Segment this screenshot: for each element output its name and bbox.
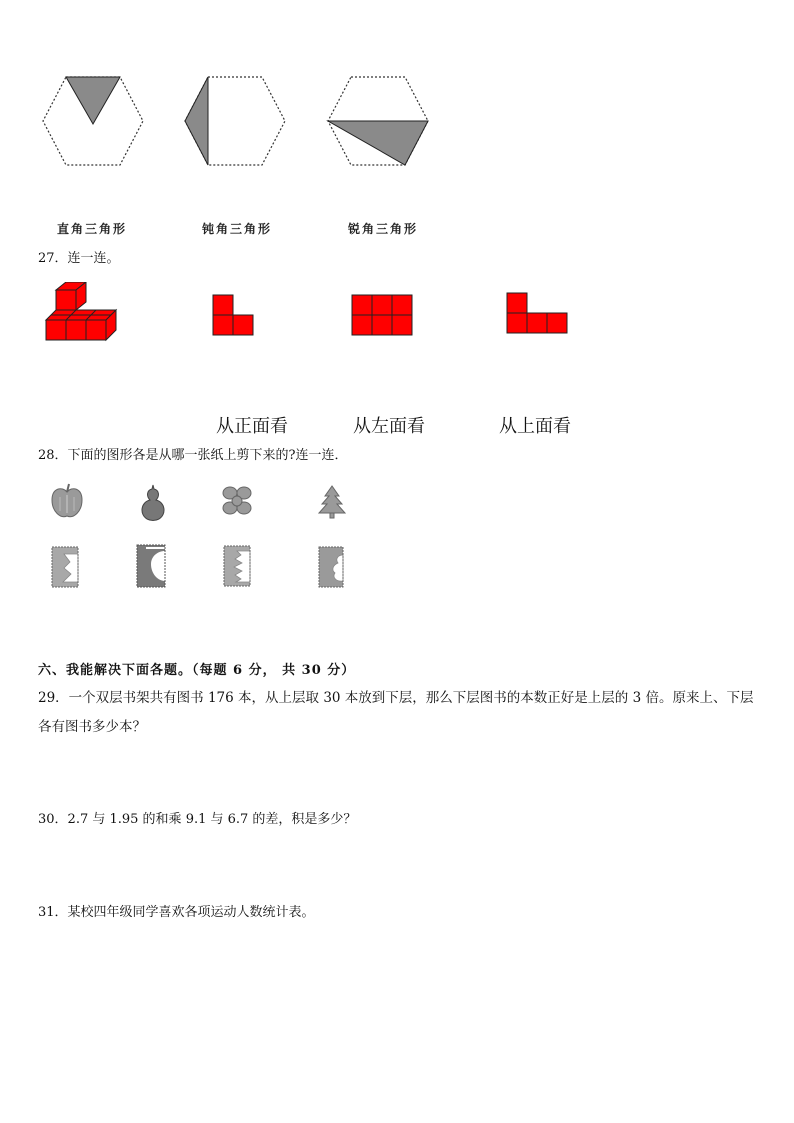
question-29-line-1: 29．一个双层书架共有图书 176 本，从上层取 30 本放到下层，那么下层图书的本数正好是上层的 3 倍。原来上、下层 <box>38 690 754 706</box>
apple-shape <box>50 483 84 521</box>
cube-stack-3d <box>44 282 130 344</box>
hexagon-figure-2 <box>182 74 288 168</box>
view-label-top: 从上面看 <box>499 416 571 437</box>
hexagon-label-obtuse-triangle: 钝角三角形 <box>202 222 273 236</box>
tree-shape <box>316 485 348 519</box>
paper-cutout-1 <box>51 546 81 588</box>
hexagon-figure-1 <box>40 74 146 168</box>
view-label-front: 从正面看 <box>216 416 288 437</box>
l-view-shape <box>506 292 570 334</box>
paper-cutout-2 <box>136 544 168 588</box>
question-27: 27．连一连。 <box>38 251 120 266</box>
question-31: 31．某校四年级同学喜欢各项运动人数统计表。 <box>38 905 315 920</box>
gourd-shape <box>137 484 169 522</box>
front-view-shape <box>212 294 256 336</box>
paper-cutout-4 <box>318 546 346 588</box>
view-label-left: 从左面看 <box>353 416 425 437</box>
paper-cutout-3 <box>223 545 253 587</box>
hexagon-label-acute-triangle: 锐角三角形 <box>348 222 419 236</box>
question-29-line-2: 各有图书多少本？ <box>38 719 146 735</box>
section-6-title: 六、我能解决下面各题。（每题 6 分， 共 30 分） <box>38 663 356 678</box>
question-30: 30．2.7 与 1.95 的和乘 9.1 与 6.7 的差，积是多少？ <box>38 812 357 827</box>
question-28: 28．下面的图形各是从哪一张纸上剪下来的?连一连． <box>38 448 348 463</box>
three-by-two-view-shape <box>351 294 415 336</box>
flower-shape <box>219 484 255 518</box>
hexagon-figure-3 <box>325 74 431 168</box>
hexagon-label-right-triangle: 直角三角形 <box>57 222 128 236</box>
